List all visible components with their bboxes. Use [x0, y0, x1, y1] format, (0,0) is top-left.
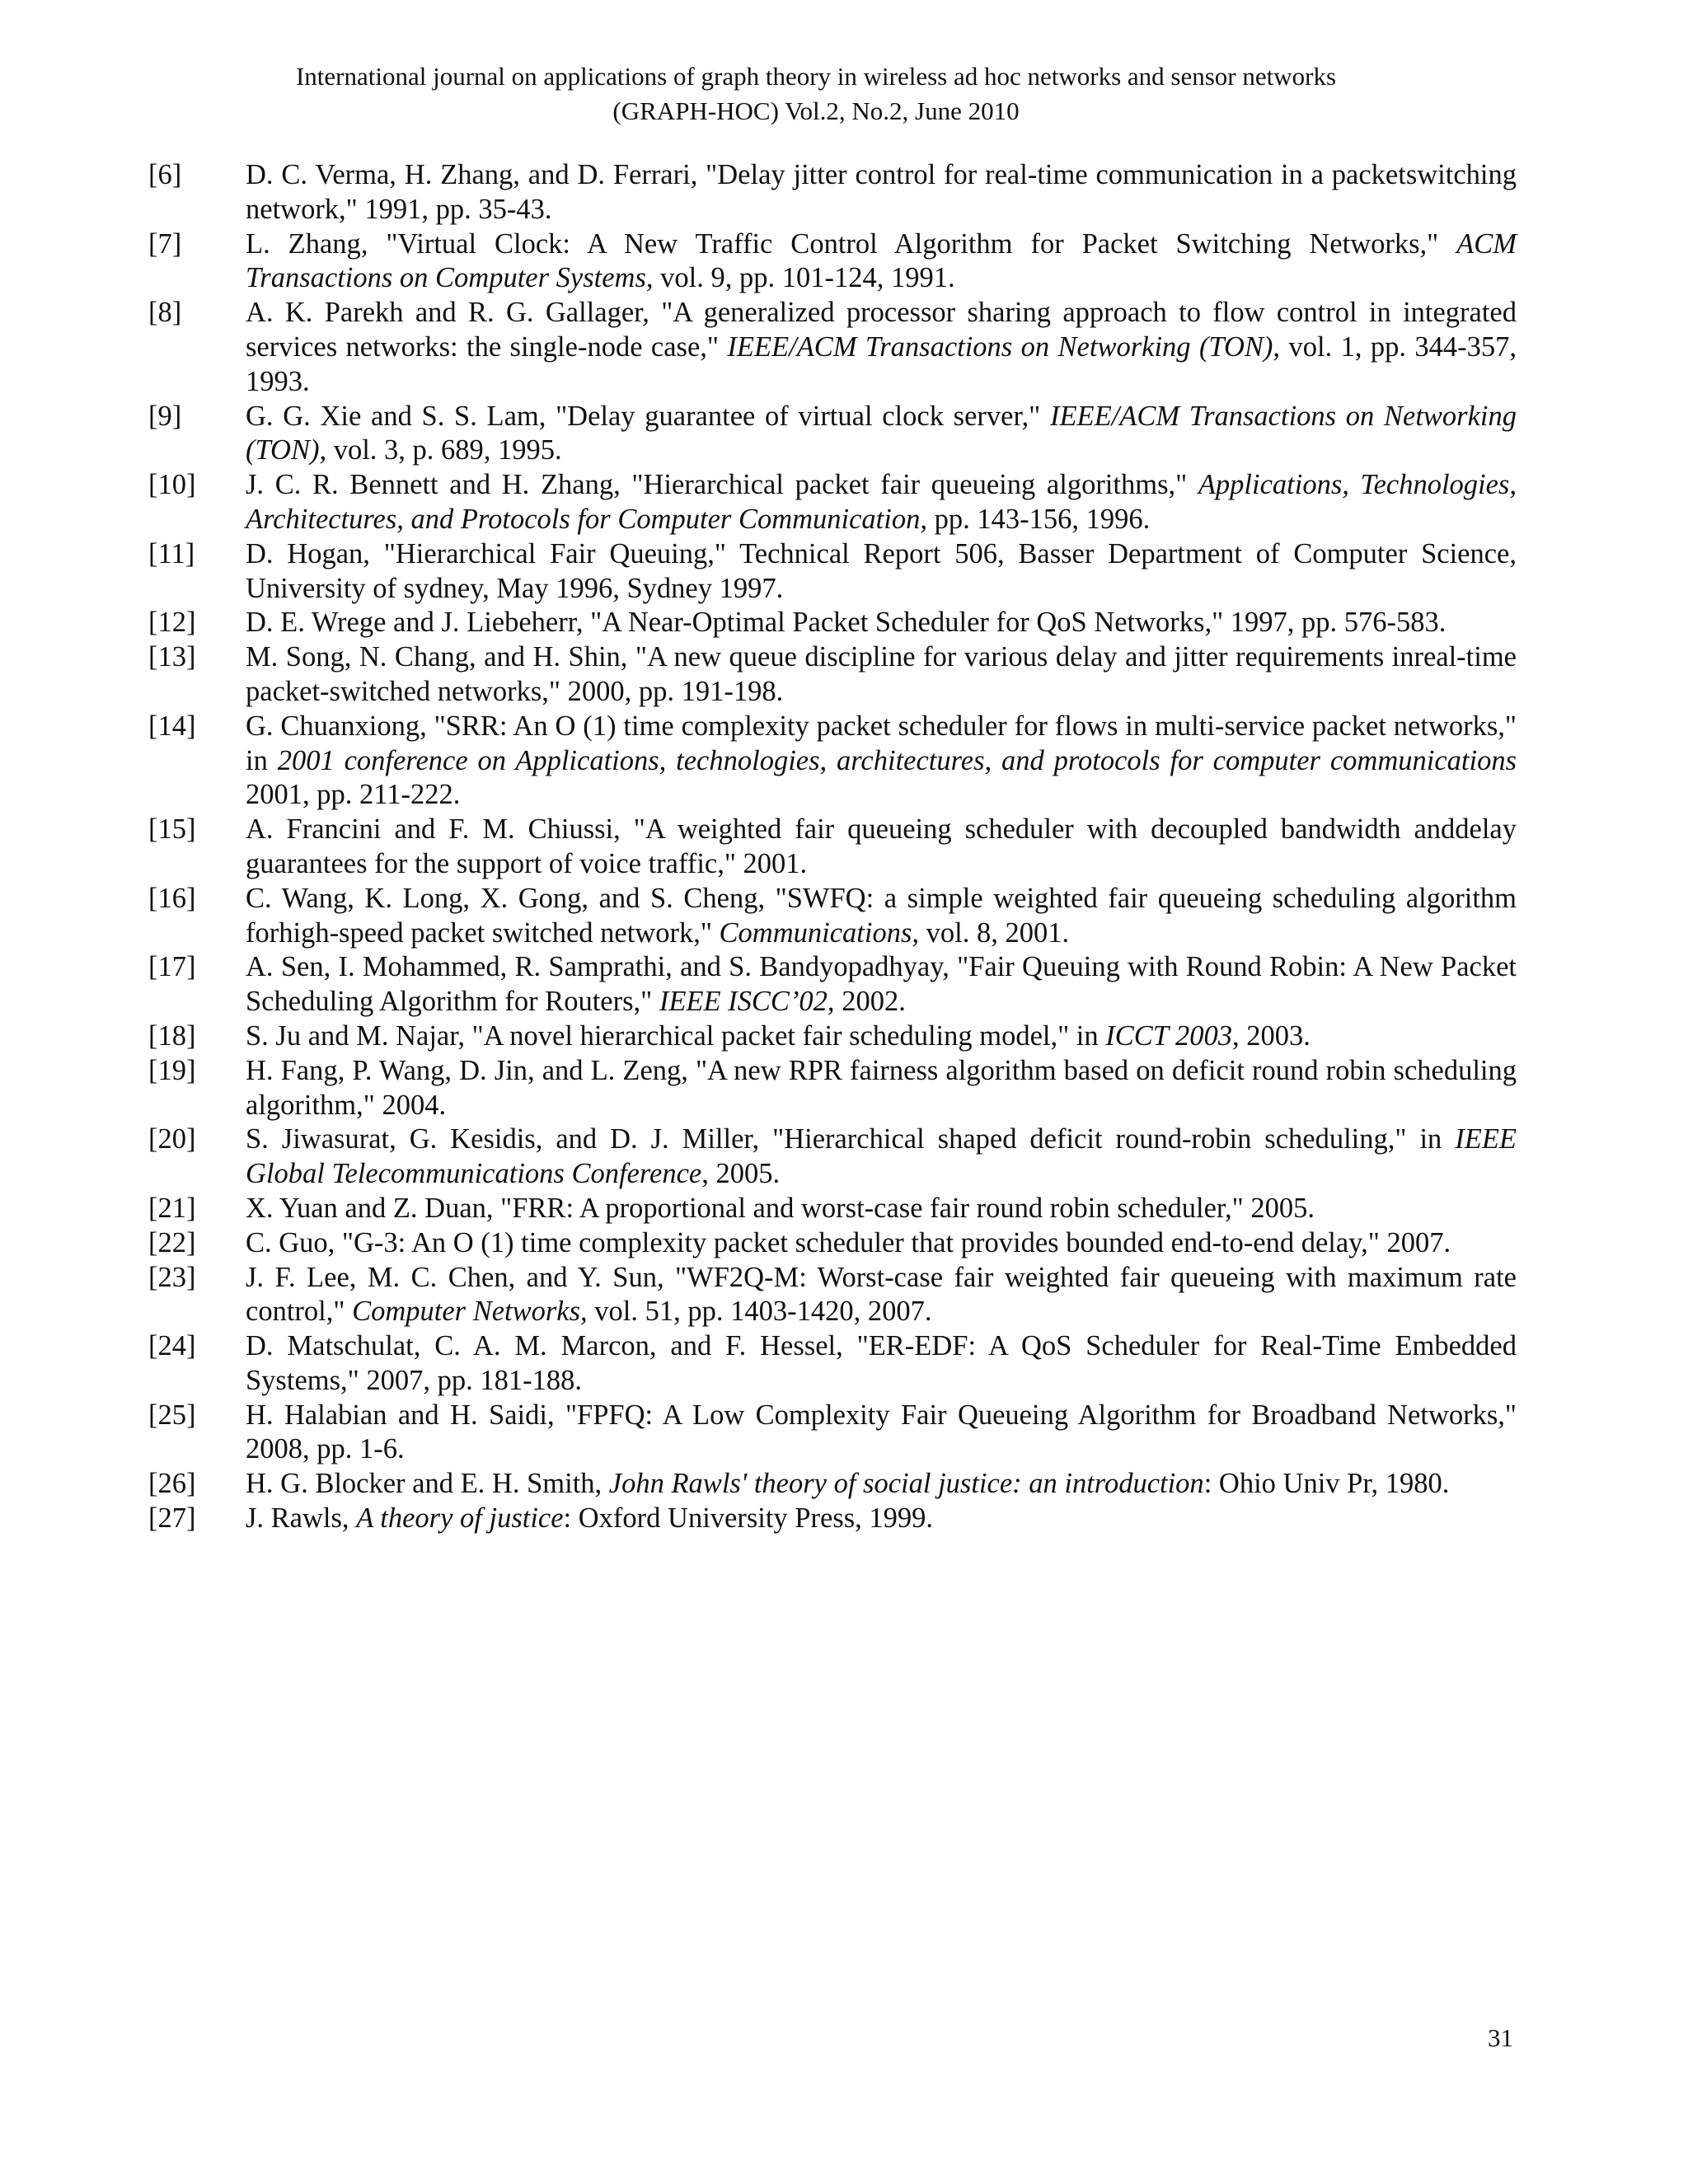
- reference-segment: M. Song, N. Chang, and H. Shin, "A new queue discipline for various delay and jitter requirements inreal-time packet-switched networks," 2000, pp. 191-198.: [246, 641, 1517, 707]
- reference-text: [246, 1054, 1517, 1123]
- reference-number: [15]: [148, 813, 196, 846]
- reference-segment: H. Halabian and H. Saidi, "FPFQ: A Low Complexity Fair Queueing Algorithm for Broadband Networks," 2008, pp. 1-6.: [246, 1399, 1517, 1465]
- reference-text: [246, 296, 1517, 399]
- reference-venue: IEEE/ACM Transactions on Networking (TON),: [246, 400, 1517, 466]
- reference-segment: vol. 8, 2001.: [919, 916, 1070, 949]
- reference-segment: vol. 3, p. 689, 1995.: [326, 434, 562, 466]
- reference-entry: [148, 1019, 1517, 1054]
- reference-segment: C. Wang, K. Long, X. Gong, and S. Cheng, "SWFQ: a simple weighted fair queueing scheduling algorithm forhigh-speed packet switched network,": [246, 882, 1517, 949]
- reference-number: [13]: [148, 641, 196, 673]
- reference-text: [246, 813, 1517, 882]
- reference-segment: vol. 1, pp. 344-357, 1993.: [246, 330, 1517, 397]
- reference-segment: , 2005.: [701, 1158, 781, 1190]
- reference-segment: D. E. Wrege and J. Liebeherr, "A Near-Optimal Packet Scheduler for QoS Networks," 1997, pp. 576-583.: [246, 607, 1447, 639]
- reference-segment: J. Rawls,: [246, 1502, 357, 1535]
- reference-entry: [148, 1329, 1517, 1399]
- reference-venue: A theory of justice: [356, 1502, 564, 1535]
- reference-number: [25]: [148, 1399, 196, 1431]
- reference-number: [24]: [148, 1330, 196, 1362]
- reference-number: [12]: [148, 607, 196, 639]
- reference-entry: [148, 1226, 1517, 1261]
- reference-venue: ACM Transactions on Computer Systems,: [246, 227, 1517, 294]
- reference-segment: G. G. Xie and S. S. Lam, "Delay guarantee of virtual clock server,": [246, 400, 1050, 432]
- reference-text: [246, 537, 1517, 607]
- reference-number: [10]: [148, 469, 196, 501]
- reference-entry: [148, 158, 1517, 227]
- reference-segment: C. Guo, "G-3: An O (1) time complexity packet scheduler that provides bounded end-to-end delay," 2007.: [246, 1226, 1451, 1258]
- reference-segment: A. Francini and F. M. Chiussi, "A weighted fair queueing scheduler with decoupled bandwidth anddelay guarantees for the support of voice traffic," 2001.: [246, 813, 1517, 879]
- reference-text: [246, 1261, 1517, 1330]
- reference-segment: H. G. Blocker and E. H. Smith,: [246, 1468, 609, 1500]
- reference-text: [246, 710, 1517, 813]
- reference-number: [18]: [148, 1019, 196, 1052]
- journal-volume-line: (GRAPH-HOC) Vol.2, No.2, June 2010: [612, 96, 1020, 125]
- reference-segment: A. Sen, I. Mohammed, R. Samprathi, and S. Bandyopadhyay, "Fair Queuing with Round Robin: A New Packet Scheduling Algorithm for Routers,": [246, 951, 1517, 1018]
- reference-segment: : Ohio Univ Pr, 1980.: [1203, 1468, 1450, 1500]
- reference-entry: [148, 1502, 1517, 1536]
- reference-entry: [148, 813, 1517, 882]
- reference-segment: L. Zhang, "Virtual Clock: A New Traffic Control Algorithm for Packet Switching Networks,": [246, 227, 1457, 260]
- reference-number: [20]: [148, 1123, 196, 1155]
- reference-entry: [148, 468, 1517, 537]
- reference-entry: [148, 1192, 1517, 1226]
- reference-entry: [148, 606, 1517, 640]
- reference-number: [19]: [148, 1054, 196, 1086]
- reference-text: [246, 158, 1517, 227]
- reference-venue: Applications, Technologies, Architectures, and Protocols for Computer Communication,: [246, 469, 1517, 535]
- reference-segment: X. Yuan and Z. Duan, "FRR: A proportional and worst-case fair round robin scheduler," 2005.: [246, 1192, 1315, 1224]
- reference-text: [246, 640, 1517, 710]
- reference-entry: [148, 1054, 1517, 1123]
- reference-text: [246, 1226, 1517, 1261]
- reference-entry: [148, 640, 1517, 710]
- reference-entry: [148, 710, 1517, 813]
- reference-entry: [148, 1399, 1517, 1468]
- reference-entry: [148, 296, 1517, 399]
- reference-text: [246, 227, 1517, 297]
- reference-venue: Computer Networks,: [352, 1296, 588, 1328]
- reference-segment: vol. 9, pp. 101-124, 1991.: [653, 262, 955, 294]
- reference-venue: ICCT 2003: [1105, 1019, 1232, 1052]
- reference-venue: 2001 conference on Applications, technologies, architectures, and protocols for computer communications: [277, 744, 1517, 776]
- reference-entry: [148, 1122, 1517, 1192]
- reference-entry: [148, 537, 1517, 607]
- reference-number: [6]: [148, 159, 182, 190]
- reference-entry: [148, 400, 1517, 469]
- reference-text: [246, 468, 1517, 537]
- reference-entry: [148, 882, 1517, 951]
- reference-number: [23]: [148, 1261, 196, 1293]
- reference-segment: D. C. Verma, H. Zhang, and D. Ferrari, "Delay jitter control for real-time communication in a packetswitching network," 1991, pp. 35-43.: [246, 159, 1517, 225]
- reference-number: [22]: [148, 1226, 196, 1258]
- reference-segment: H. Fang, P. Wang, D. Jin, and L. Zeng, "A new RPR fairness algorithm based on deficit round robin scheduling algorithm," 2004.: [246, 1054, 1517, 1121]
- reference-venue: IEEE ISCC’02,: [659, 986, 835, 1018]
- reference-segment: A. K. Parekh and R. G. Gallager, "A generalized processor sharing approach to flow control in integrated services networks: the single-node case,": [246, 297, 1517, 363]
- reference-list: [148, 158, 1517, 1536]
- reference-segment: D. Matschulat, C. A. M. Marcon, and F. Hessel, "ER-EDF: A QoS Scheduler for Real-Time Embedded Systems," 2007, pp. 181-188.: [246, 1330, 1517, 1396]
- reference-venue: IEEE Global Telecommunications Conference: [246, 1123, 1517, 1190]
- reference-text: [246, 1122, 1517, 1192]
- reference-segment: S. Jiwasurat, G. Kesidis, and D. J. Miller, "Hierarchical shaped deficit round-robin scheduling," in: [246, 1123, 1456, 1155]
- reference-venue: John Rawls' theory of social justice: an introduction: [608, 1468, 1204, 1500]
- reference-segment: vol. 51, pp. 1403-1420, 2007.: [587, 1296, 932, 1328]
- reference-segment: D. Hogan, "Hierarchical Fair Queuing," Technical Report 506, Basser Department of Computer Science, University of sydney, May 1996, Sydney 1997.: [246, 537, 1517, 604]
- reference-text: [246, 1502, 1517, 1536]
- reference-text: [246, 882, 1517, 951]
- reference-segment: G. Chuanxiong, "SRR: An O (1) time complexity packet scheduler for flows in multi-service packet networks," in: [246, 710, 1517, 776]
- reference-number: [14]: [148, 710, 196, 742]
- reference-venue: Communications,: [719, 916, 919, 949]
- reference-text: [246, 1467, 1517, 1502]
- reference-segment: 2001, pp. 211-222.: [246, 779, 461, 811]
- reference-text: [246, 1192, 1517, 1226]
- reference-number: [7]: [148, 227, 182, 260]
- journal-title-line: International journal on applications of graph theory in wireless ad hoc networks and sensor networks: [295, 62, 1337, 91]
- reference-segment: J. F. Lee, M. C. Chen, and Y. Sun, "WF2Q-M: Worst-case fair weighted fair queueing with maximum rate control,": [246, 1261, 1517, 1328]
- reference-number: [8]: [148, 297, 182, 329]
- reference-segment: J. C. R. Bennett and H. Zhang, "Hierarchical packet fair queueing algorithms,": [246, 469, 1198, 501]
- reference-entry: [148, 227, 1517, 297]
- reference-number: [26]: [148, 1468, 196, 1500]
- reference-number: [27]: [148, 1502, 196, 1535]
- reference-segment: pp. 143-156, 1996.: [926, 503, 1151, 535]
- reference-segment: , 2003.: [1231, 1019, 1311, 1052]
- reference-text: [246, 950, 1517, 1019]
- page-number: 31: [1488, 2023, 1513, 2052]
- reference-entry: [148, 950, 1517, 1019]
- reference-segment: S. Ju and M. Najar, "A novel hierarchical packet fair scheduling model," in: [246, 1019, 1106, 1052]
- running-header: [247, 59, 1385, 129]
- reference-text: [246, 606, 1517, 640]
- reference-number: [11]: [148, 537, 195, 569]
- reference-number: [21]: [148, 1192, 196, 1224]
- reference-segment: 2002.: [834, 986, 906, 1018]
- reference-text: [246, 400, 1517, 469]
- reference-entry: [148, 1261, 1517, 1330]
- reference-text: [246, 1399, 1517, 1468]
- reference-entry: [148, 1467, 1517, 1502]
- reference-number: [9]: [148, 400, 182, 432]
- reference-number: [17]: [148, 951, 196, 983]
- reference-venue: IEEE/ACM Transactions on Networking (TON),: [727, 330, 1281, 363]
- reference-number: [16]: [148, 882, 196, 914]
- reference-text: [246, 1329, 1517, 1399]
- reference-segment: : Oxford University Press, 1999.: [563, 1502, 934, 1535]
- reference-text: [246, 1019, 1517, 1054]
